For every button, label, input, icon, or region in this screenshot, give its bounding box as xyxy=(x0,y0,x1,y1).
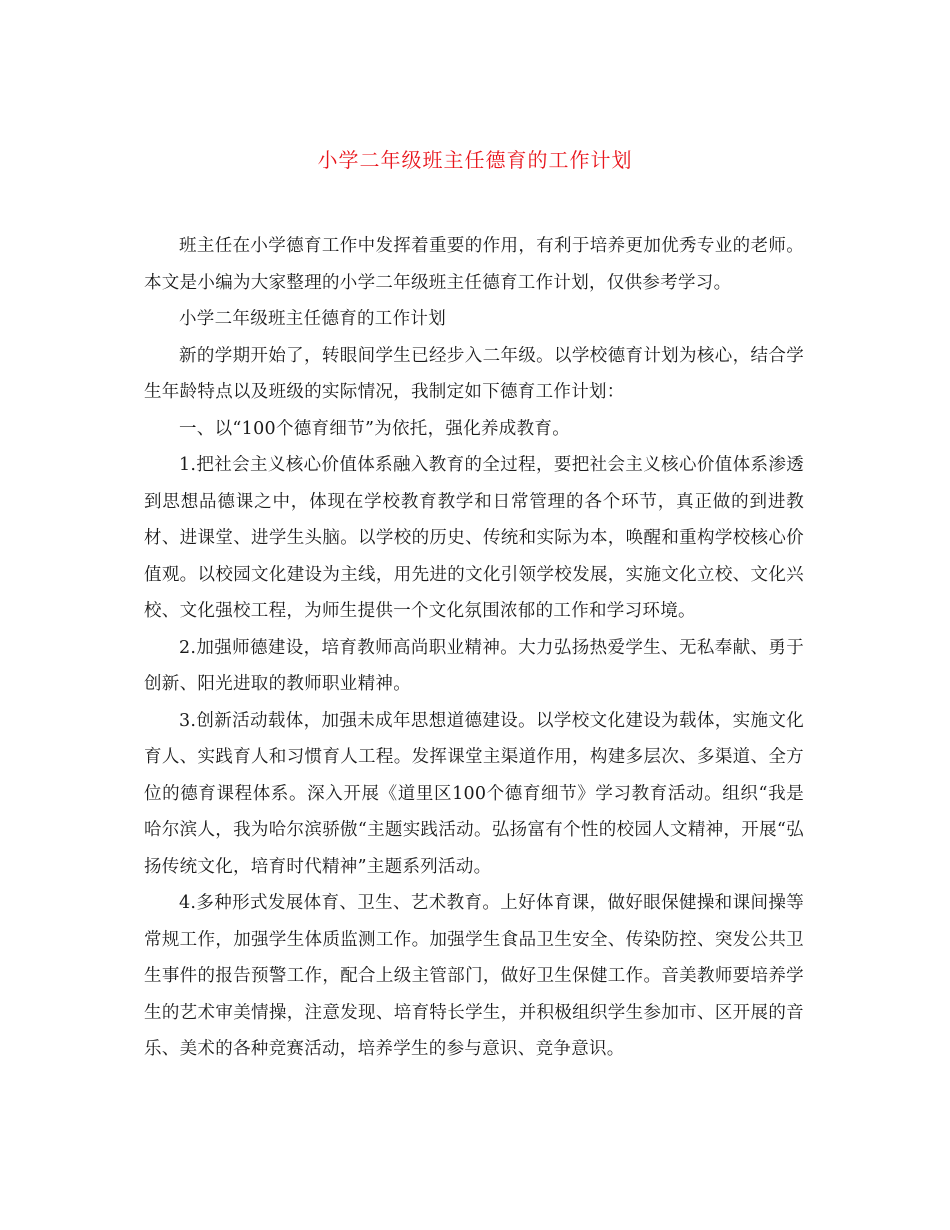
item-paragraph-3: 3.创新活动载体，加强未成年思想道德建设。以学校文化建设为载体，实施文化育人、实践育人和习惯育人工程。发挥课堂主渠道作用，构建多层次、多渠道、全方位的德育课程体系。深入开展《道里区100个德育细节》学习教育活动。组织“我是哈尔滨人，我为哈尔滨骄傲“主题实践活动。弘扬富有个性的校园人文精神，开展“弘扬传统文化，培育时代精神”主题系列活动。 xyxy=(144,710,804,877)
document-body xyxy=(144,228,804,1068)
intro-paragraph: 班主任在小学德育工作中发挥着重要的作用，有利于培养更加优秀专业的老师。本文是小编为大家整理的小学二年级班主任德育工作计划，仅供参考学习。 xyxy=(144,236,804,293)
item-paragraph-2: 2.加强师德建设，培育教师高尚职业精神。大力弘扬热爱学生、无私奉献、勇于创新、阳光进取的教师职业精神。 xyxy=(144,637,804,694)
document-title: 小学二年级班主任德育的工作计划 xyxy=(317,148,633,172)
item-paragraph-1: 1.把社会主义核心价值体系融入教育的全过程，要把社会主义核心价值体系渗透到思想品德课之中，体现在学校教育教学和日常管理的各个环节，真正做的到进教材、进课堂、进学生头脑。以学校的历史、传统和实际为本，唤醒和重构学校核心价值观。以校园文化建设为主线，用先进的文化引领学校发展，实施文化立校、文化兴校、文化强校工程，为师生提供一个文化氛围浓郁的工作和学习环境。 xyxy=(144,455,804,621)
opening-paragraph: 新的学期开始了，转眼间学生已经步入二年级。以学校德育计划为核心，结合学生年龄特点以及班级的实际情况，我制定如下德育工作计划： xyxy=(144,345,804,402)
section-heading-1: 一、以“100个德育细节”为依托，强化养成教育。 xyxy=(179,418,570,439)
subheading-paragraph: 小学二年级班主任德育的工作计划 xyxy=(179,309,446,329)
item-paragraph-4: 4.多种形式发展体育、卫生、艺术教育。上好体育课，做好眼保健操和课间操等常规工作，加强学生体质监测工作。加强学生食品卫生安全、传染防控、突发公共卫生事件的报告预警工作，配合上级主管部门，做好卫生保健工作。音美教师要培养学生的艺术审美情操，注意发现、培育特长学生，并积极组织学生参加市、区开展的音乐、美术的各种竞赛活动，培养学生的参与意识、竞争意识。 xyxy=(144,893,804,1059)
